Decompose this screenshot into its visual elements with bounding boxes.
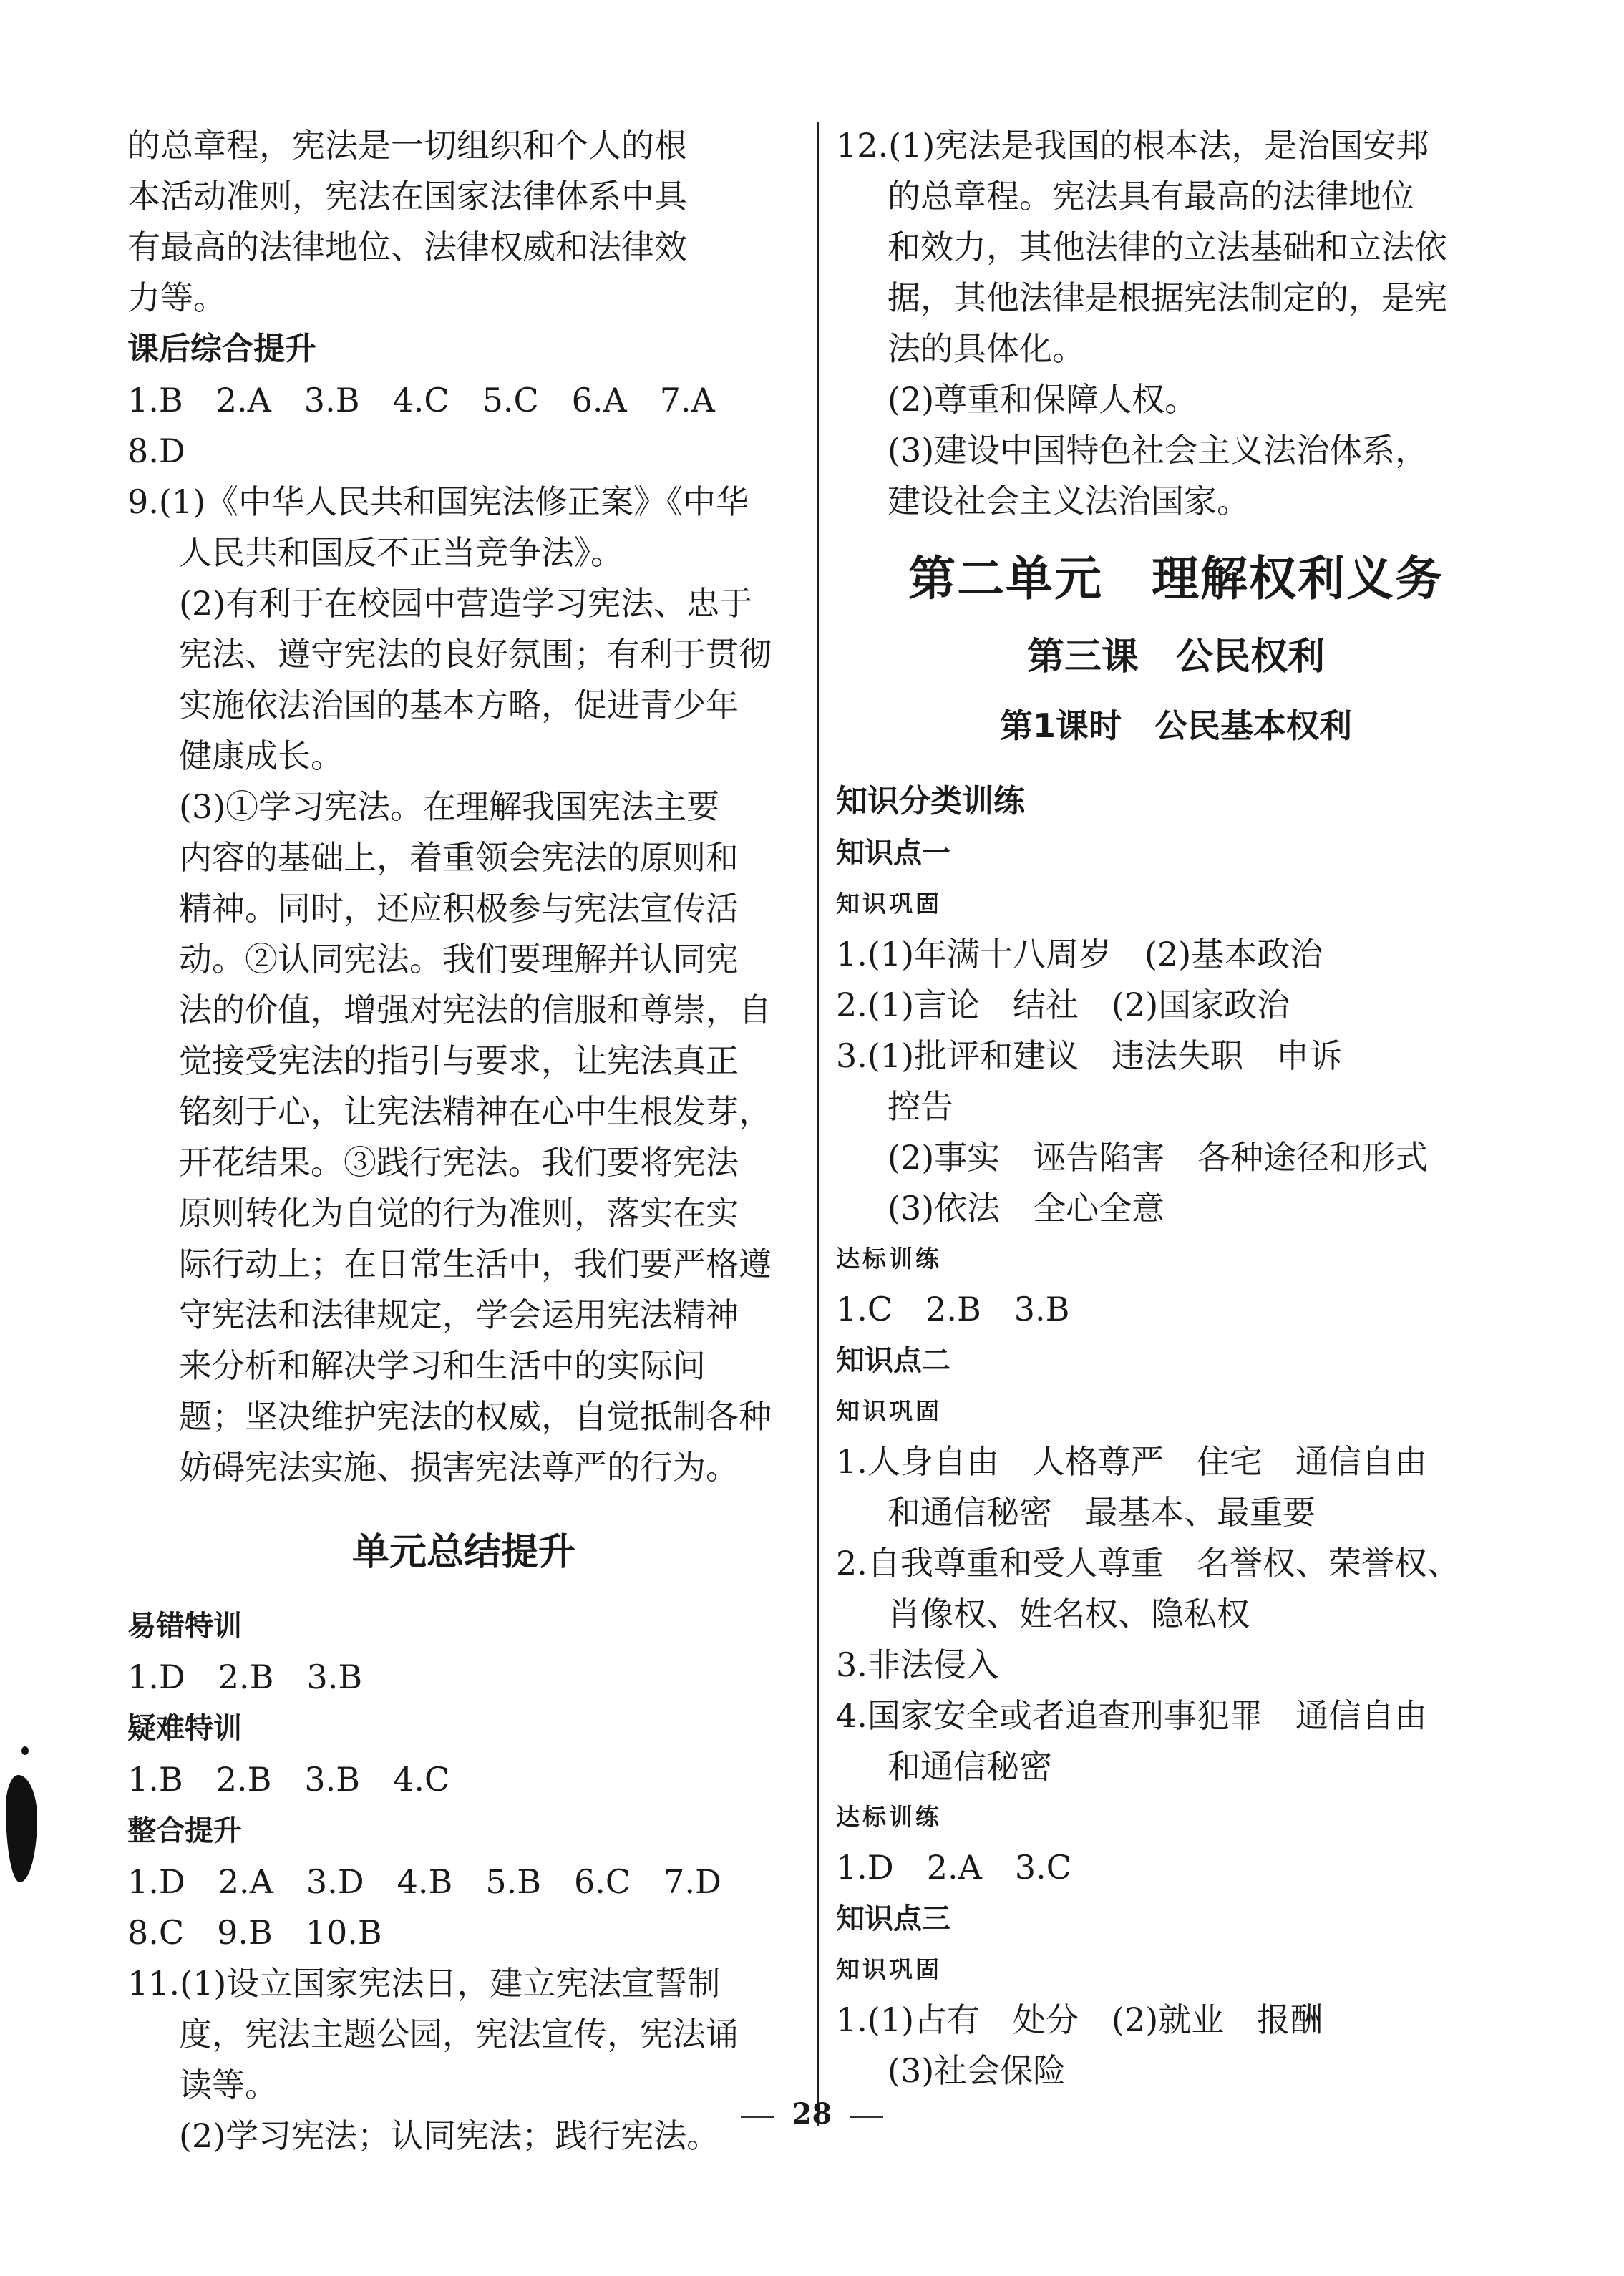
- q9-line: 法的价值，增强对宪法的信服和尊崇，自: [179, 991, 772, 1029]
- answer-line: 1.B 2.A 3.B 4.C 5.C 6.A 7.A: [127, 381, 715, 419]
- answer-line: 8.D: [127, 432, 185, 470]
- q11-line: 度，宪法主题公园，宪法宣传，宪法诵: [179, 2015, 739, 2053]
- q9-line: 题；坚决维护宪法的权威，自觉抵制各种: [179, 1397, 772, 1436]
- q9-line: 精神。同时，还应积极参与宪法宣传活: [179, 889, 739, 928]
- kp2-item: 4.国家安全或者追查刑事犯罪 通信自由: [836, 1696, 1427, 1735]
- q12-line: (3)建设中国特色社会主义法治体系，: [888, 431, 1429, 470]
- training-heading: 知识分类训练: [836, 783, 1025, 820]
- kp2-item: 1.人身自由 人格尊严 住宅 通信自由: [836, 1442, 1427, 1481]
- lesson-title: 第三课 公民权利: [1026, 636, 1325, 679]
- error-prone-heading: 易错特训: [127, 1610, 242, 1643]
- scan-ink-blot: [6, 1775, 37, 1882]
- footer-dash-left: [741, 2116, 774, 2118]
- q11-line: 读等。: [179, 2066, 278, 2104]
- column-divider: [817, 122, 819, 2126]
- q9-line: 觉接受宪法的指引与要求，让宪法真正: [179, 1041, 739, 1080]
- continued-text-line: 的总章程，宪法是一切组织和个人的根: [127, 126, 687, 165]
- q9-line: 动。②认同宪法。我们要理解并认同宪: [179, 940, 739, 978]
- page-footer: [0, 2097, 1624, 2131]
- period-title: 第1课时 公民基本权利: [999, 706, 1352, 745]
- right-column: [836, 120, 1516, 2096]
- kp1-item: 1.(1)年满十八周岁 (2)基本政治: [836, 935, 1323, 973]
- kp1-consolidate-label: 知识巩固: [836, 890, 942, 918]
- q9-line: (2)有利于在校园中营造学习宪法、忠于: [179, 584, 753, 623]
- q12-line: 和效力，其他法律的立法基础和立法依: [888, 228, 1447, 266]
- after-class-heading: 课后综合提升: [127, 331, 316, 367]
- kp3-item: 1.(1)占有 处分 (2)就业 报酬: [836, 2000, 1323, 2039]
- q9-line: (3)①学习宪法。在理解我国宪法主要: [179, 787, 720, 826]
- kp1-item: (2)事实 诬告陷害 各种途径和形式: [888, 1138, 1429, 1177]
- q9-line: 9.(1)《中华人民共和国宪法修正案》《中华: [127, 482, 749, 521]
- q9-line: 健康成长。: [179, 736, 344, 775]
- scan-speck: [21, 1746, 29, 1755]
- answer-line: 1.C 2.B 3.B: [836, 1290, 1070, 1328]
- q9-line: 来分析和解决学习和生活中的实际问: [179, 1346, 706, 1385]
- q12-line: 12.(1)宪法是我国的根本法，是治国安邦: [836, 126, 1429, 165]
- q9-line: 守宪法和法律规定，学会运用宪法精神: [179, 1295, 739, 1334]
- difficult-heading: 疑难特训: [127, 1712, 242, 1745]
- q12-line: 的总章程。宪法具有最高的法律地位: [888, 177, 1414, 215]
- kp1-item: 3.(1)批评和建议 违法失职 申诉: [836, 1036, 1343, 1075]
- q12-line: (2)尊重和保障人权。: [888, 380, 1198, 419]
- q9-line: 际行动上；在日常生活中，我们要严格遵: [179, 1245, 772, 1283]
- footer-dash-right: [850, 2116, 883, 2118]
- answer-line: 8.C 9.B 10.B: [127, 1913, 382, 1952]
- q9-line: 开花结果。③践行宪法。我们要将宪法: [179, 1143, 739, 1182]
- kp1-heading: 知识点一: [836, 837, 950, 870]
- kp1-item: 控告: [888, 1087, 953, 1126]
- q12-line: 建设社会主义法治国家。: [888, 482, 1250, 520]
- q11-line: 11.(1)设立国家宪法日，建立宪法宣誓制: [127, 1964, 721, 2003]
- kp3-consolidate-label: 知识巩固: [836, 1955, 942, 1983]
- kp2-item: 3.非法侵入: [836, 1645, 999, 1684]
- answer-line: 1.D 2.A 3.C: [836, 1848, 1071, 1887]
- q9-line: 铭刻于心，让宪法精神在心中生根发芽，: [179, 1092, 772, 1131]
- unit-title: 第二单元 理解权利义务: [908, 551, 1444, 606]
- q12-line: 法的具体化。: [888, 329, 1085, 368]
- q9-line: 内容的基础上，着重领会宪法的原则和: [179, 838, 739, 877]
- kp2-item: 和通信秘密: [888, 1747, 1052, 1786]
- kp2-item: 和通信秘密 最基本、最重要: [888, 1493, 1316, 1532]
- kp3-heading: 知识点三: [836, 1902, 950, 1935]
- kp2-standard-label: 达标训练: [836, 1803, 942, 1831]
- continued-text-line: 力等。: [127, 278, 226, 317]
- answer-line: 1.D 2.B 3.B: [127, 1658, 363, 1696]
- kp1-item: 2.(1)言论 结社 (2)国家政治: [836, 986, 1290, 1024]
- integrate-heading: 整合提升: [127, 1814, 242, 1847]
- answer-line: 1.D 2.A 3.D 4.B 5.B 6.C 7.D: [127, 1862, 721, 1901]
- page-number: 28: [792, 2097, 832, 2131]
- kp2-item: 肖像权、姓名权、隐私权: [888, 1595, 1250, 1633]
- continued-text-line: 本活动准则，宪法在国家法律体系中具: [127, 177, 687, 215]
- unit-summary-heading: 单元总结提升: [351, 1531, 575, 1574]
- kp2-item: 2.自我尊重和受人尊重 名誉权、荣誉权、: [836, 1544, 1460, 1582]
- q11-line: (2)学习宪法；认同宪法；践行宪法。: [179, 2116, 720, 2155]
- q12-line: 据，其他法律是根据宪法制定的，是宪: [888, 278, 1447, 317]
- q9-line: 妨碍宪法实施、损害宪法尊严的行为。: [179, 1448, 739, 1487]
- q9-line: 宪法、遵守宪法的良好氛围；有利于贯彻: [179, 635, 772, 673]
- answer-line: 1.B 2.B 3.B 4.C: [127, 1760, 450, 1799]
- continued-text-line: 有最高的法律地位、法律权威和法律效: [127, 228, 687, 266]
- kp2-heading: 知识点二: [836, 1344, 950, 1377]
- kp2-consolidate-label: 知识巩固: [836, 1397, 942, 1425]
- q9-line: 原则转化为自觉的行为准则，落实在实: [179, 1194, 739, 1232]
- kp3-item: (3)社会保险: [888, 2051, 1066, 2090]
- q9-line: 人民共和国反不正当竞争法》。: [179, 533, 623, 572]
- q9-line: 实施依法治国的基本方略，促进青少年: [179, 686, 739, 724]
- kp1-standard-label: 达标训练: [836, 1245, 942, 1273]
- left-column: [127, 120, 800, 2161]
- kp1-item: (3)依法 全心全意: [888, 1189, 1165, 1227]
